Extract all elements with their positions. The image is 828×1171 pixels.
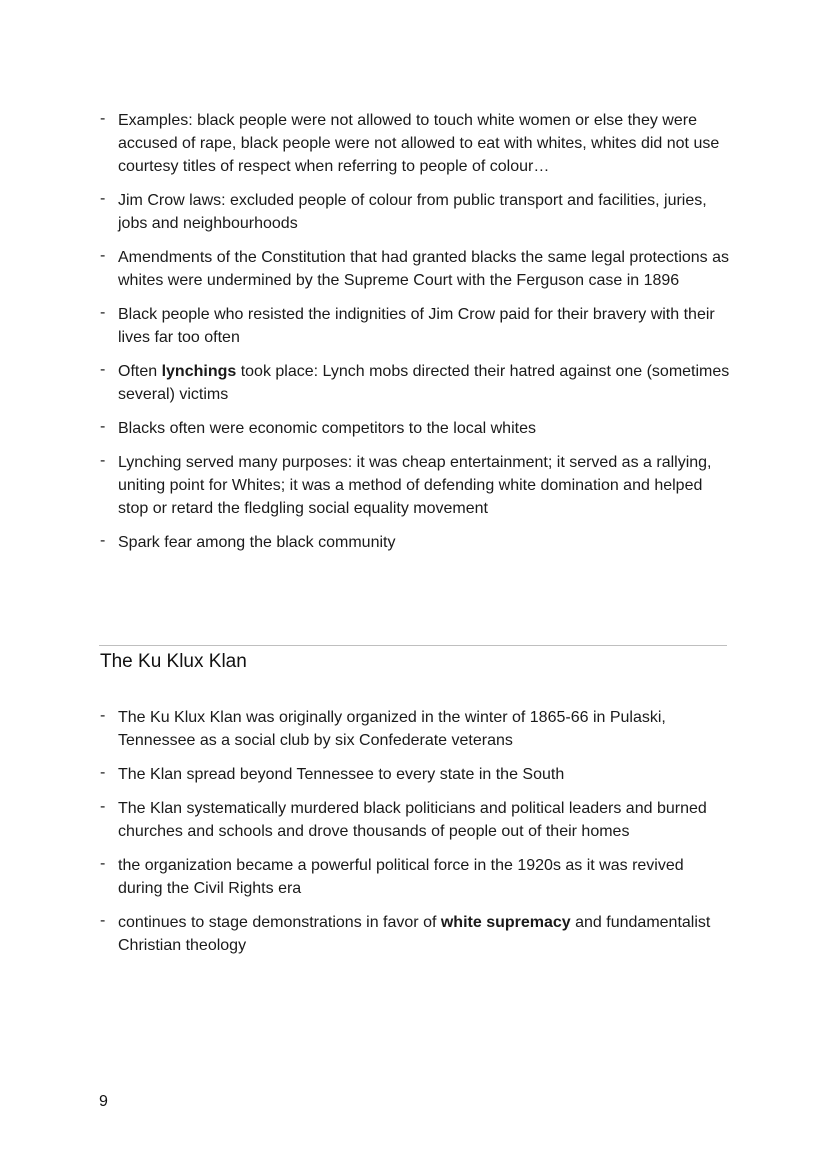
bullet-list-jim-crow — [100, 109, 730, 565]
list-item — [100, 531, 730, 554]
list-item — [100, 763, 730, 786]
item-text: The Klan spread beyond Tennessee to every state in the South — [118, 766, 565, 783]
dash-bullet-icon: - — [100, 764, 106, 781]
item-text: the organization became a powerful political force in the 1920s as it was revived during the Civil Rights era — [118, 857, 684, 897]
item-text-after: took place: Lynch mobs directed their hatred against one (sometimes several) victims — [118, 363, 730, 403]
page-number: 9 — [99, 1093, 108, 1110]
list-item — [100, 189, 730, 235]
dash-bullet-icon: - — [100, 247, 106, 264]
item-text: Lynching served many purposes: it was cheap entertainment; it served as a rallying, uniting point for Whites; it was a method of defending white domination and helped stop or retard the fledgling social equality movement — [118, 454, 712, 517]
dash-bullet-icon: - — [100, 707, 106, 724]
dash-bullet-icon: - — [100, 532, 106, 549]
item-text: Black people who resisted the indignities of Jim Crow paid for their bravery with their lives far too often — [118, 306, 715, 346]
item-text-bold: white supremacy — [440, 914, 571, 931]
section-heading: The Ku Klux Klan — [100, 651, 247, 672]
list-item — [100, 451, 730, 520]
item-text-after: and fundamentalist Christian theology — [118, 914, 711, 954]
section-divider — [99, 645, 727, 646]
list-item — [100, 303, 730, 349]
item-text: Examples: black people were not allowed to touch white women or else they were accused of rape, black people were not allowed to eat with whites, whites did not use courtesy titles of respect when referring to people of colour… — [118, 112, 720, 175]
item-text: The Ku Klux Klan was originally organized in the winter of 1865-66 in Pulaski, Tennessee as a social club by six Confederate veterans — [118, 709, 666, 749]
dash-bullet-icon: - — [100, 912, 106, 929]
item-text: The Klan systematically murdered black politicians and political leaders and burned churches and schools and drove thousands of people out of their homes — [118, 800, 707, 840]
dash-bullet-icon: - — [100, 361, 106, 378]
dash-bullet-icon: - — [100, 190, 106, 207]
dash-bullet-icon: - — [100, 798, 106, 815]
bullet-list-kkk — [100, 706, 730, 968]
dash-bullet-icon: - — [100, 418, 106, 435]
dash-bullet-icon: - — [100, 452, 106, 469]
item-text-bold: lynchings — [161, 363, 237, 380]
item-text: Spark fear among the black community — [118, 534, 396, 551]
list-item — [100, 797, 730, 843]
list-item — [100, 854, 730, 900]
dash-bullet-icon: - — [100, 304, 106, 321]
dash-bullet-icon: - — [100, 855, 106, 872]
list-item — [100, 911, 730, 957]
item-text: Blacks often were economic competitors to the local whites — [118, 420, 536, 437]
list-item — [100, 109, 730, 178]
item-text: Amendments of the Constitution that had granted blacks the same legal protections as whites were undermined by the Supreme Court with the Ferguson case in 1896 — [118, 249, 730, 289]
list-item — [100, 360, 730, 406]
dash-bullet-icon: - — [100, 110, 106, 127]
list-item — [100, 417, 730, 440]
item-text: Jim Crow laws: excluded people of colour from public transport and facilities, juries, jobs and neighbourhoods — [118, 192, 707, 232]
item-text-before: Often — [118, 363, 162, 380]
list-item — [100, 246, 730, 292]
item-text-before: continues to stage demonstrations in favor of — [118, 914, 441, 931]
list-item — [100, 706, 730, 752]
